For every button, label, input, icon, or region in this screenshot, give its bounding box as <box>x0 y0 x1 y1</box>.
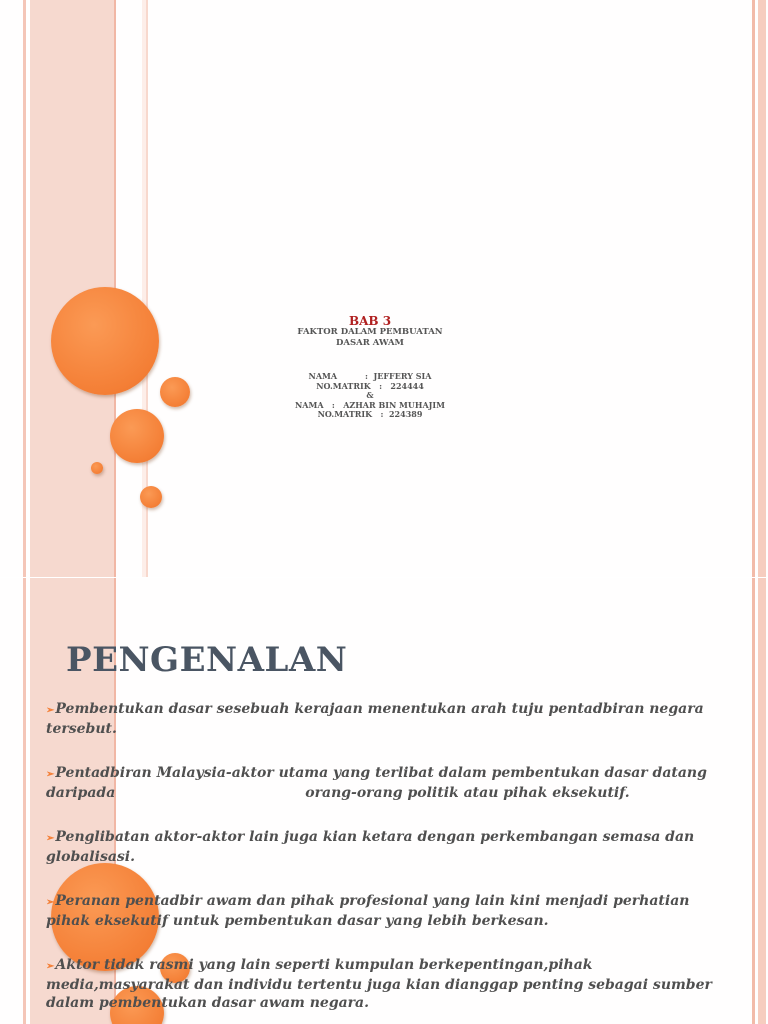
bullet-text-tail: orang-orang politik atau pihak eksekutif. <box>305 785 630 801</box>
decor-circle <box>110 409 164 463</box>
decor-edge <box>758 578 766 1024</box>
bullet-point <box>46 828 726 866</box>
bullet-text: Penglibatan aktor-aktor lain juga kian ketara dengan perkembangan semasa dan globalisasi. <box>46 829 695 865</box>
decor-circle <box>160 377 190 407</box>
decor-edge <box>752 578 755 1024</box>
bullet-text: Pentadbiran Malaysia-aktor utama yang terlibat dalam pembentukan dasar datang daripada <box>46 765 707 801</box>
arrow-bullet-icon: ➢ <box>46 961 55 972</box>
decor-circle-tiny <box>91 462 103 474</box>
decor-edge <box>758 0 766 577</box>
bullet-text: Pembentukan dasar sesebuah kerajaan menentukan arah tuju pentadbiran negara tersebut. <box>46 701 704 737</box>
author-matric-1: NO.MATRIK : 224444 <box>316 381 424 391</box>
author-name-2: NAMA : AZHAR BIN MUHAJIM <box>294 400 446 410</box>
bullet-text: Peranan pentadbir awam dan pihak profesional yang lain kini menjadi perhatian pihak eksekutif untuk pembentukan dasar yang lebih berkesan. <box>46 893 690 929</box>
decor-circle <box>140 486 162 508</box>
bullet-list <box>46 700 726 1024</box>
decor-edge <box>752 0 755 577</box>
slide-introduction <box>0 578 768 1024</box>
subtitle-line: DASAR AWAM <box>336 338 404 348</box>
slide-title: PENGENALAN <box>66 640 348 680</box>
arrow-bullet-icon: ➢ <box>46 705 55 716</box>
bullet-text: Aktor tidak rasmi yang lain seperti kumpulan berkepentingan,pihak media,masyarakat dan individu tertentu juga kian dianggap penting sebagai sumber dalam pembentukan dasar awam negara. <box>46 957 712 1011</box>
chapter-subtitle <box>250 327 490 349</box>
arrow-bullet-icon: ➢ <box>46 769 55 780</box>
decor-circle-large <box>51 287 159 395</box>
bullet-point <box>46 764 726 802</box>
author-matric-2: NO.MATRIK : 224389 <box>317 409 423 419</box>
chapter-heading: BAB 3 <box>348 314 392 328</box>
author-separator: & <box>366 390 374 400</box>
arrow-bullet-icon: ➢ <box>46 833 55 844</box>
bullet-point <box>46 956 726 1012</box>
bullet-point <box>46 892 726 930</box>
bullet-point <box>46 700 726 738</box>
author-name-1: NAMA : JEFFERY SIA <box>308 371 432 381</box>
arrow-bullet-icon: ➢ <box>46 897 55 908</box>
subtitle-line: FAKTOR DALAM PEMBUATAN <box>297 327 443 337</box>
